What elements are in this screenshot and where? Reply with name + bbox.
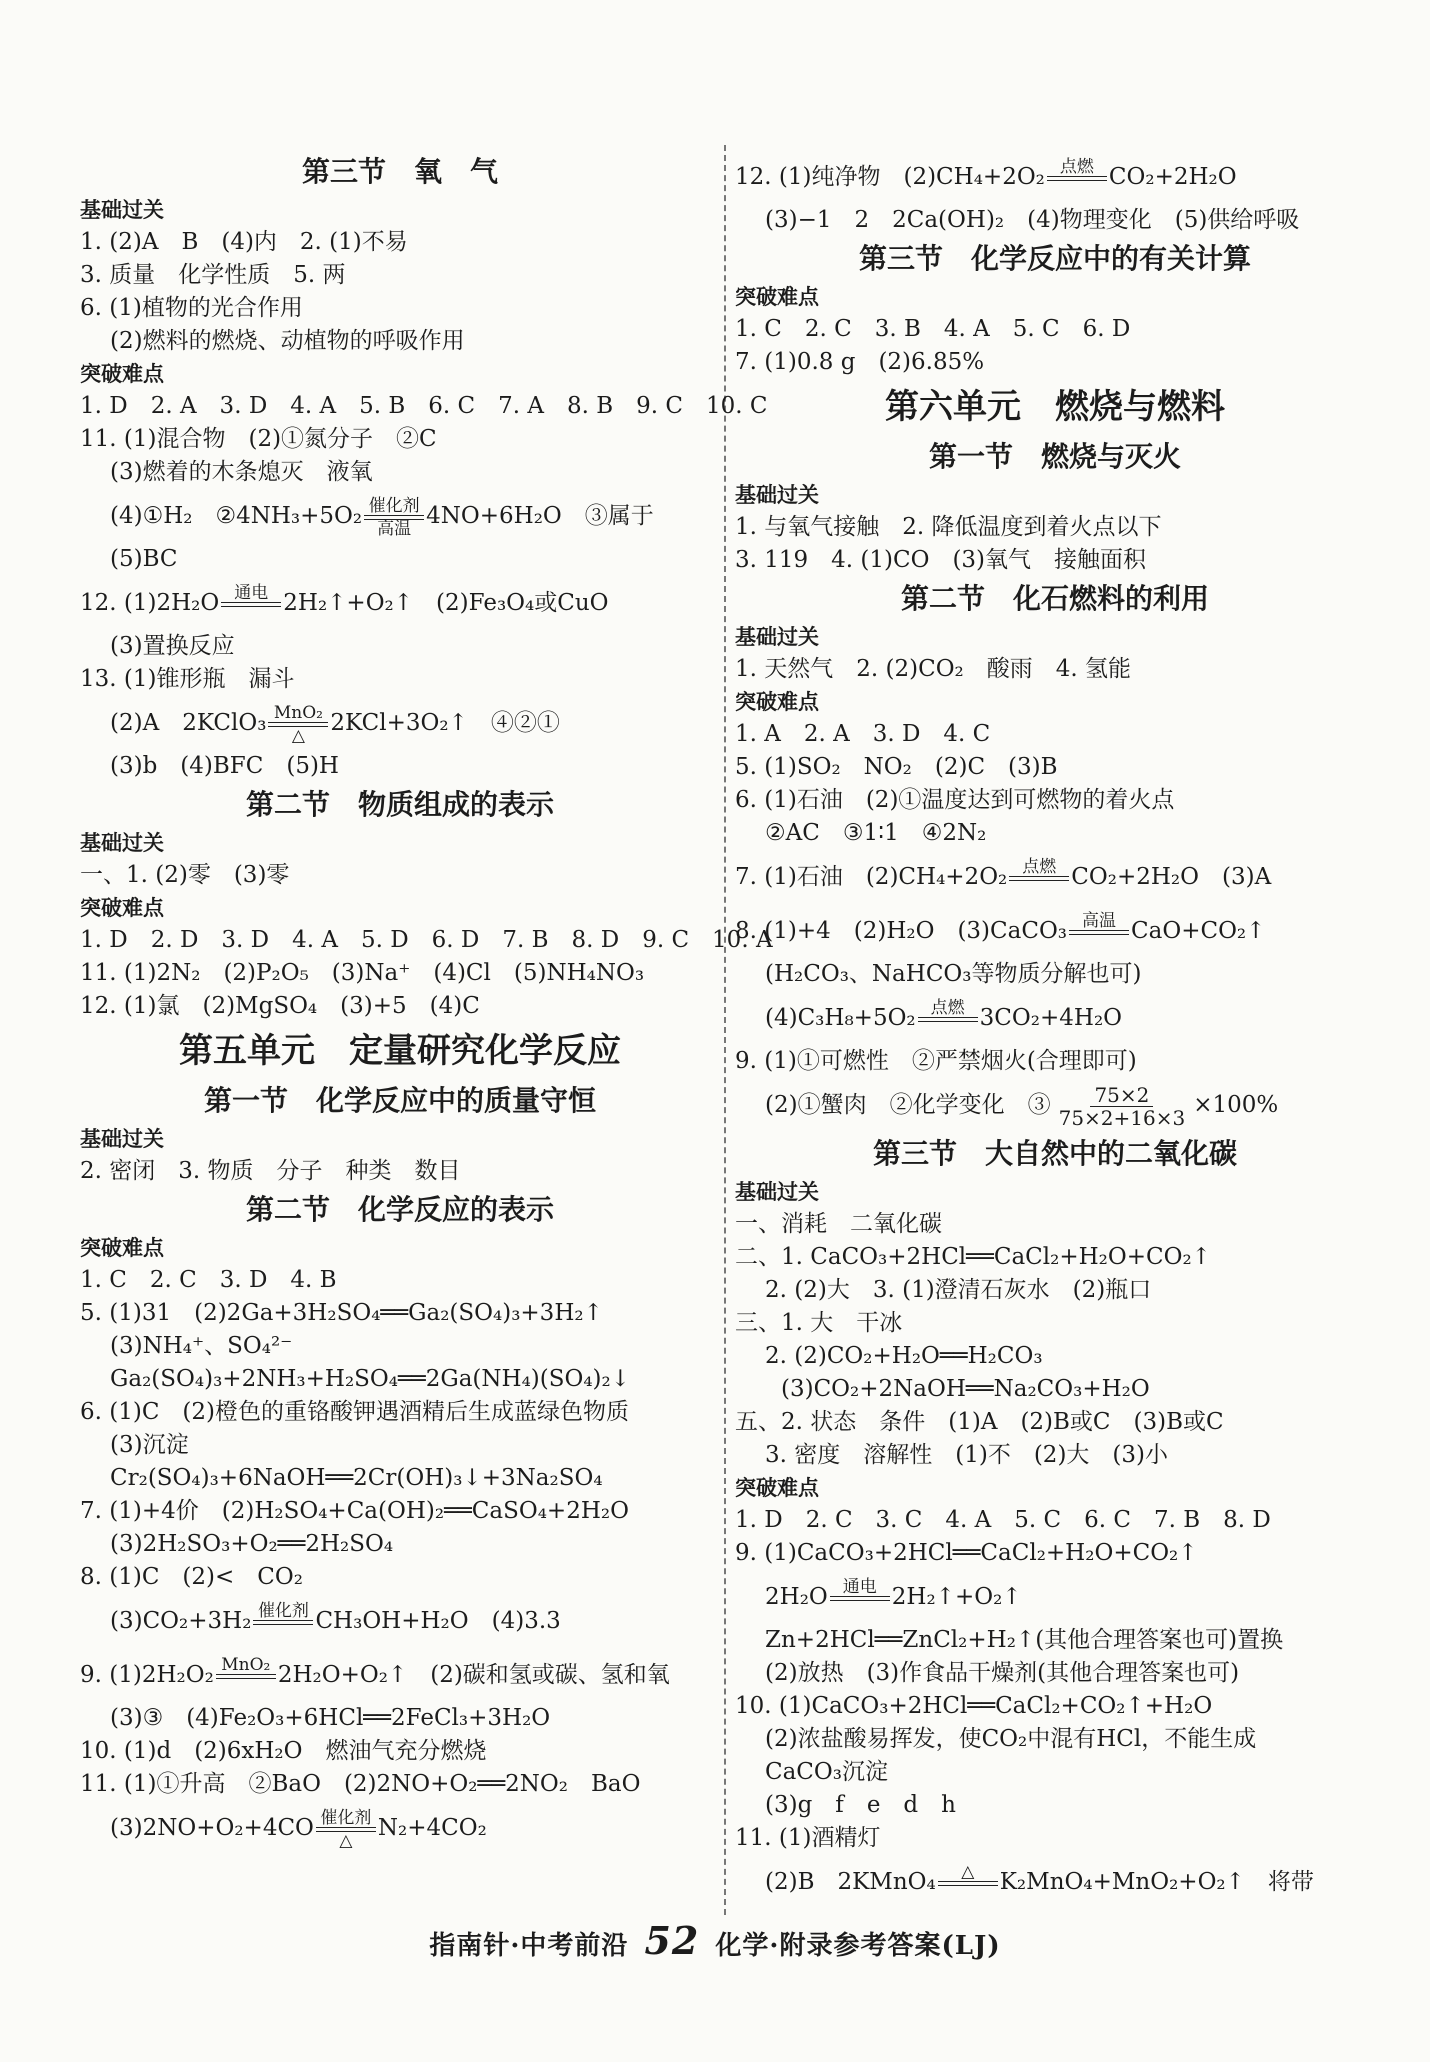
answer-line: 二、1. CaCO₃+2HCl══CaCl₂+H₂O+CO₂↑ — [735, 1244, 1211, 1270]
condition-top: 点燃 — [1059, 156, 1094, 177]
section-title: 第一节 化学反应中的质量守恒 — [203, 1084, 596, 1117]
subsection-label: 突破难点 — [80, 896, 164, 920]
section-title: 第二节 化石燃料的利用 — [900, 582, 1209, 615]
subsection-label: 基础过关 — [735, 625, 819, 649]
equation-right: K₂MnO₄+MnO₂+O₂↑ 将带 — [999, 1869, 1314, 1895]
equation-right: 4NO+6H₂O ③属于 — [426, 503, 654, 529]
answer-line: 1. (2)A B (4)内 2. (1)不易 — [80, 229, 408, 255]
answer-line: 9. (1)①可燃性 ②严禁烟火(合理即可) — [735, 1048, 1137, 1074]
answer-line: (3)−1 2 2Ca(OH)₂ (4)物理变化 (5)供给呼吸 — [765, 207, 1300, 233]
answer-line: 6. (1)植物的光合作用 — [80, 295, 303, 321]
equals-bar — [918, 1017, 978, 1022]
equation-line — [80, 1648, 720, 1702]
answer-line: 12. (1)氯 (2)MgSO₄ (3)+5 (4)C — [80, 993, 480, 1019]
answer-line: 2. 密闭 3. 物质 分子 种类 数目 — [80, 1158, 461, 1184]
equals-bar — [221, 602, 281, 607]
answer-line: (3)CO₂+2NaOH══Na₂CO₃+H₂O — [781, 1376, 1150, 1402]
equation-line — [80, 1801, 720, 1855]
answer-line: CaCO₃沉淀 — [765, 1759, 888, 1785]
answer-line: (3)沉淀 — [110, 1432, 189, 1458]
answer-line: 1. A 2. A 3. D 4. C — [735, 721, 991, 747]
subsection-label: 基础过关 — [80, 198, 164, 222]
answer-line: 1. C 2. C 3. D 4. B — [80, 1267, 337, 1293]
reaction-condition — [1047, 158, 1107, 199]
equation-right: CH₃OH+H₂O (4)3.3 — [315, 1608, 561, 1634]
equation-right: CaO+CO₂↑ — [1131, 918, 1266, 944]
answer-line: 3. 密度 溶解性 (1)不 (2)大 (3)小 — [765, 1442, 1168, 1468]
answer-line: 11. (1)2N₂ (2)P₂O₅ (3)Na⁺ (4)Cl (5)NH₄NO₃ — [80, 960, 645, 986]
condition-top: MnO₂ — [273, 702, 323, 723]
equation-left: (4)C₃H₈+5O₂ — [765, 1005, 916, 1031]
answer-line: (3)g f e d h — [765, 1792, 956, 1818]
condition-bottom: 高温 — [377, 518, 412, 539]
unit-title: 第五单元 定量研究化学反应 — [179, 1031, 621, 1071]
equation-line — [80, 696, 720, 750]
condition-top: 催化剂 — [320, 1807, 372, 1828]
equation-line — [735, 904, 1375, 958]
section-title: 第一节 燃烧与灭火 — [928, 440, 1181, 473]
page-footer — [0, 1918, 1430, 1968]
reaction-condition — [253, 1602, 313, 1643]
equation-right: 2H₂O+O₂↑ (2)碳和氢或碳、氢和氧 — [277, 1662, 670, 1688]
equation-left: (3)2NO+O₂+4CO — [110, 1815, 314, 1841]
answer-line: (2)浓盐酸易挥发，使CO₂中混有HCl，不能生成 — [765, 1726, 1257, 1752]
answer-line: (3)b (4)BFC (5)H — [110, 753, 339, 779]
answer-line: 五、2. 状态 条件 (1)A (2)B或C (3)B或C — [735, 1409, 1224, 1435]
fraction-numerator: 75×2 — [1090, 1084, 1153, 1107]
section-title: 第三节 大自然中的二氧化碳 — [872, 1137, 1237, 1170]
equation-line — [80, 489, 720, 543]
answer-line: (5)BC — [110, 546, 178, 572]
equation-left: 7. (1)石油 (2)CH₄+2O₂ — [735, 864, 1008, 890]
answer-line: (3)③ (4)Fe₂O₃+6HCl══2FeCl₃+3H₂O — [110, 1705, 551, 1731]
equals-bar — [830, 1596, 890, 1601]
condition-top: 点燃 — [930, 997, 965, 1018]
equation-right: CO₂+2H₂O (3)A — [1071, 864, 1272, 890]
equation-left: 8. (1)+4 (2)H₂O (3)CaCO₃ — [735, 918, 1068, 944]
answer-line: 10. (1)d (2)6xH₂O 燃油气充分燃烧 — [80, 1738, 487, 1764]
condition-bottom: △ — [291, 725, 305, 746]
equation-line — [80, 1594, 720, 1648]
reaction-condition — [1069, 912, 1129, 953]
condition-top: 点燃 — [1022, 856, 1057, 877]
answer-line: 8. (1)C (2)< CO₂ — [80, 1564, 303, 1590]
answer-line: 3. 119 4. (1)CO (3)氧气 接触面积 — [735, 547, 1147, 573]
subsection-label: 基础过关 — [735, 483, 819, 507]
answer-line: 1. 与氧气接触 2. 降低温度到着火点以下 — [735, 514, 1162, 540]
answer-line: Ga₂(SO₄)₃+2NH₃+H₂SO₄══2Ga(NH₄)(SO₄)₂↓ — [110, 1366, 631, 1392]
equation-right: N₂+4CO₂ — [377, 1815, 487, 1841]
equation-right: 2H₂↑+O₂↑ (2)Fe₃O₄或CuO — [283, 590, 609, 616]
answer-line: (3)燃着的木条熄灭 液氧 — [110, 459, 373, 485]
equation-right: 2KCl+3O₂↑ ④②① — [330, 710, 560, 736]
equation-left: (2)B 2KMnO₄ — [765, 1869, 936, 1895]
answer-line: 9. (1)CaCO₃+2HCl══CaCl₂+H₂O+CO₂↑ — [735, 1540, 1198, 1566]
condition-top: 催化剂 — [257, 1600, 309, 1621]
condition-top: 通电 — [234, 582, 269, 603]
footer-left-text: 指南针·中考前沿 — [429, 1931, 629, 1961]
section-title: 第三节 化学反应中的有关计算 — [858, 242, 1251, 275]
answer-line: 5. (1)SO₂ NO₂ (2)C (3)B — [735, 754, 1058, 780]
section-title: 第二节 物质组成的表示 — [245, 788, 554, 821]
answer-line: 11. (1)混合物 (2)①氮分子 ②C — [80, 426, 437, 452]
section-title: 第三节 氧 气 — [301, 155, 498, 188]
answer-line: 一、消耗 二氧化碳 — [735, 1211, 942, 1237]
condition-top: 高温 — [1082, 910, 1117, 931]
answer-line: 13. (1)锥形瓶 漏斗 — [80, 666, 295, 692]
footer-right-text: 化学·附录参考答案(LJ) — [715, 1931, 1001, 1961]
answer-line: (3)2H₂SO₃+O₂══2H₂SO₄ — [110, 1531, 394, 1557]
answer-line: 一、1. (2)零 (3)零 — [80, 862, 290, 888]
answer-line: ②AC ③1∶1 ④2N₂ — [765, 820, 987, 846]
equation-left: (4)①H₂ ②4NH₃+5O₂ — [110, 503, 363, 529]
subsection-label: 突破难点 — [80, 1236, 164, 1260]
reaction-condition — [918, 999, 978, 1040]
subsection-label: 基础过关 — [80, 1127, 164, 1151]
answer-line: 11. (1)酒精灯 — [735, 1825, 881, 1851]
section-title: 第二节 化学反应的表示 — [245, 1193, 554, 1226]
subsection-label: 突破难点 — [735, 1476, 819, 1500]
answer-line: (H₂CO₃、NaHCO₃等物质分解也可) — [765, 961, 1142, 987]
answer-line: (3)置换反应 — [110, 633, 235, 659]
equation-left: 2H₂O — [765, 1584, 828, 1610]
answer-line: 三、1. 大 干冰 — [735, 1310, 903, 1336]
answer-line: (2)燃料的燃烧、动植物的呼吸作用 — [110, 328, 465, 354]
right-column — [735, 150, 1375, 1909]
equals-bar — [253, 1620, 313, 1625]
equals-bar — [216, 1674, 276, 1679]
reaction-condition — [316, 1809, 376, 1850]
answer-line: 3. 质量 化学性质 5. 两 — [80, 262, 346, 288]
fraction-suffix: ×100% — [1193, 1092, 1279, 1118]
condition-top: 催化剂 — [368, 495, 420, 516]
subsection-label: 突破难点 — [735, 285, 819, 309]
answer-line: 6. (1)C (2)橙色的重铬酸钾遇酒精后生成蓝绿色物质 — [80, 1399, 630, 1425]
equation-right: 3CO₂+4H₂O — [979, 1005, 1123, 1031]
equation-right: CO₂+2H₂O — [1108, 164, 1237, 190]
left-column — [80, 150, 773, 1855]
equals-bar — [938, 1881, 998, 1886]
condition-top: 通电 — [842, 1576, 877, 1597]
answer-line: 1. 天然气 2. (2)CO₂ 酸雨 4. 氢能 — [735, 656, 1132, 682]
reaction-condition — [221, 584, 281, 625]
answer-line: (3)NH₄⁺、SO₄²⁻ — [110, 1333, 293, 1359]
subsection-label: 突破难点 — [735, 690, 819, 714]
condition-top: △ — [961, 1861, 975, 1882]
fraction-prefix: (2)①蟹肉 ②化学变化 ③ — [765, 1092, 1051, 1118]
equals-bar — [1069, 930, 1129, 935]
reaction-condition — [216, 1656, 276, 1697]
fraction-line — [735, 1078, 1375, 1132]
condition-bottom: △ — [339, 1830, 353, 1851]
answer-line: 5. (1)31 (2)2Ga+3H₂SO₄══Ga₂(SO₄)₃+3H₂↑ — [80, 1300, 603, 1326]
equation-left: (2)A 2KClO₃ — [110, 710, 267, 736]
unit-title: 第六单元 燃烧与燃料 — [885, 387, 1225, 427]
equation-right: 2H₂↑+O₂↑ — [891, 1584, 1022, 1610]
condition-top: MnO₂ — [221, 1654, 271, 1675]
reaction-condition — [364, 497, 424, 538]
answer-line: 2. (2)大 3. (1)澄清石灰水 (2)瓶口 — [765, 1277, 1152, 1303]
answer-line: 1. D 2. C 3. C 4. A 5. C 6. C 7. B 8. D — [735, 1507, 1271, 1533]
equals-bar — [1009, 876, 1069, 881]
equation-left: 12. (1)纯净物 (2)CH₄+2O₂ — [735, 164, 1045, 190]
answer-line: 6. (1)石油 (2)①温度达到可燃物的着火点 — [735, 787, 1175, 813]
fraction — [1055, 1084, 1190, 1129]
equation-line — [80, 576, 720, 630]
answer-line: 7. (1)+4价 (2)H₂SO₄+Ca(OH)₂══CaSO₄+2H₂O — [80, 1498, 629, 1524]
answer-line: 7. (1)0.8 g (2)6.85% — [735, 349, 985, 375]
equation-left: 12. (1)2H₂O — [80, 590, 220, 616]
equation-left: 9. (1)2H₂O₂ — [80, 1662, 214, 1688]
equation-line — [735, 850, 1375, 904]
reaction-condition — [830, 1578, 890, 1619]
answer-line: 1. D 2. D 3. D 4. A 5. D 6. D 7. B 8. D 9. C 10. A — [80, 927, 773, 953]
answer-line: Zn+2HCl══ZnCl₂+H₂↑(其他合理答案也可)置换 — [765, 1627, 1284, 1653]
equals-bar — [1047, 176, 1107, 181]
reaction-condition — [938, 1863, 998, 1904]
equation-line — [735, 991, 1375, 1045]
equation-line — [735, 1570, 1375, 1624]
subsection-label: 基础过关 — [80, 831, 164, 855]
answer-line: 10. (1)CaCO₃+2HCl══CaCl₂+CO₂↑+H₂O — [735, 1693, 1213, 1719]
answer-line: 1. D 2. A 3. D 4. A 5. B 6. C 7. A 8. B 9. C 10. C — [80, 393, 768, 419]
answer-line: Cr₂(SO₄)₃+6NaOH══2Cr(OH)₃↓+3Na₂SO₄ — [110, 1465, 603, 1491]
fraction-denominator: 75×2+16×3 — [1058, 1105, 1186, 1130]
page-number: 52 — [644, 1918, 700, 1963]
equation-left: (3)CO₂+3H₂ — [110, 1608, 252, 1634]
answer-line: 11. (1)①升高 ②BaO (2)2NO+O₂══2NO₂ BaO — [80, 1771, 641, 1797]
answer-line: 2. (2)CO₂+H₂O══H₂CO₃ — [765, 1343, 1043, 1369]
equation-line — [735, 1855, 1375, 1909]
subsection-label: 基础过关 — [735, 1180, 819, 1204]
answer-line: 1. C 2. C 3. B 4. A 5. C 6. D — [735, 316, 1131, 342]
equation-line — [735, 150, 1375, 204]
subsection-label: 突破难点 — [80, 362, 164, 386]
reaction-condition — [1009, 858, 1069, 899]
answer-line: (2)放热 (3)作食品干燥剂(其他合理答案也可) — [765, 1660, 1240, 1686]
reaction-condition — [268, 704, 328, 745]
